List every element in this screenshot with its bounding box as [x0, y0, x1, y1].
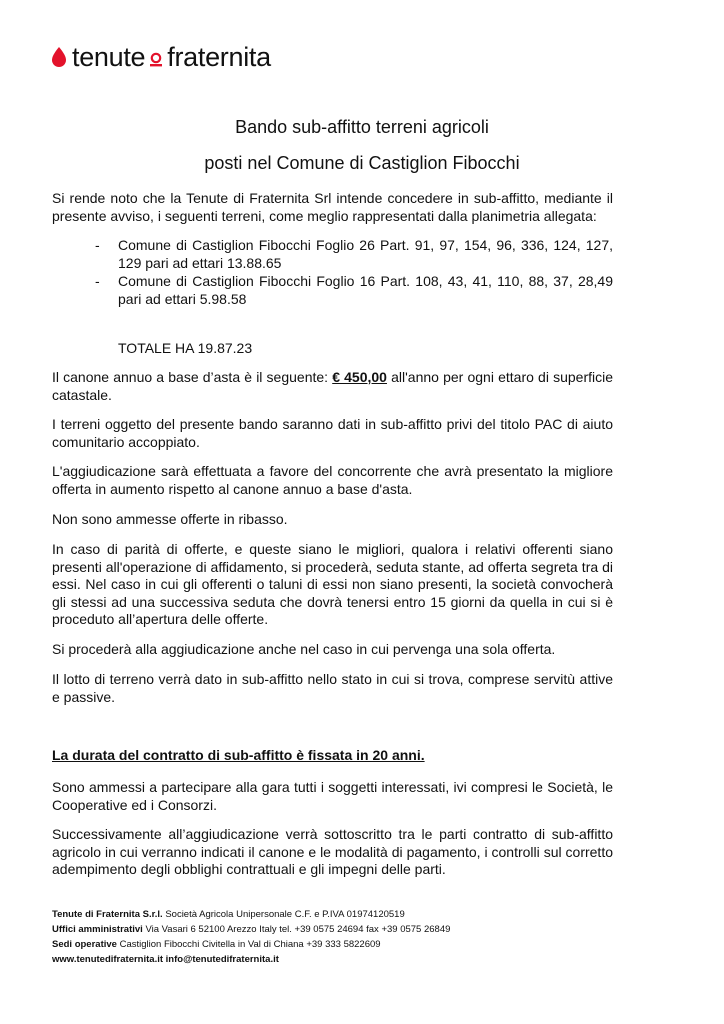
footer-sedi-label: Sedi operative	[52, 939, 117, 950]
parita-paragraph: In caso di parità di offerte, e queste siano le migliori, qualora i relativi offerenti siano presenti all'operazione di affidamento, si procederà, seduta stante, ad offerta segreta tra di essi. Nel caso in cui gli offerenti o taluni di essi non siano presenti, la società convocherà gli stessi ad una successiva seduta che dovrà tenersi entro 15 giorni da quella in cui si è proceduto all’apertura delle offerte.	[52, 541, 613, 628]
ribasso-paragraph: Non sono ammesse offerte in ribasso.	[52, 511, 288, 527]
lotto-paragraph: Il lotto di terreno verrà dato in sub-affitto nello stato in cui si trova, comprese servitù attive e passive.	[52, 671, 613, 705]
contratto-paragraph: Successivamente all’aggiudicazione verrà sottoscritto tra le parti contratto di sub-affitto agricolo in cui verranno indicati il canone e le modalità di pagamento, i controlli sul corretto adempimento degli obblighi contrattuali e gli impegni delle parti.	[52, 826, 613, 878]
aggiudicazione-paragraph: L'aggiudicazione sarà effettuata a favore del concorrente che avrà presentato la migliore offerta in aumento rispetto al canone annuo a base d'asta.	[52, 463, 613, 497]
logo-word-fraternita: fraternita	[167, 41, 271, 72]
red-drop-icon	[52, 47, 66, 67]
page-footer	[52, 907, 450, 967]
total-hectares: TOTALE HA 19.87.23	[118, 340, 253, 356]
footer-company-line	[52, 907, 450, 922]
footer-sedi-line	[52, 937, 450, 952]
company-logo	[52, 40, 271, 74]
footer-sedi-details: Castiglion Fibocchi Civitella in Val di Chiana +39 333 5822609	[116, 939, 381, 950]
ammessi-paragraph: Sono ammessi a partecipare alla gara tutti i soggetti interessati, ivi compresi le Società, le Cooperative ed i Consorzi.	[52, 779, 613, 813]
plot-text: Comune di Castiglion Fibocchi Foglio 16 Part. 108, 43, 41, 110, 88, 37, 28,49 pari ad ettari 5.98.58	[118, 273, 613, 307]
canone-text-rest: all'anno per ogni ettaro di superficie catastale.	[52, 369, 613, 403]
footer-uffici-label: Uffici amministrativi	[52, 924, 143, 935]
footer-company-details: Società Agricola Unipersonale C.F. e P.IVA 01974120519	[162, 909, 405, 920]
canone-text: Il canone annuo a base d’asta è il seguente:	[52, 369, 333, 385]
footer-uffici-line	[52, 922, 450, 937]
list-dash: -	[95, 237, 100, 253]
footer-uffici-details: Via Vasari 6 52100 Arezzo Italy tel. +39 0575 24694 fax +39 0575 26849	[142, 924, 451, 935]
document-title: Bando sub-affitto terreni agricoli	[235, 117, 489, 137]
canone-paragraph	[52, 369, 613, 404]
footer-web-line[interactable]	[52, 952, 450, 967]
canone-amount: € 450,00	[332, 369, 387, 385]
footer-web-links[interactable]: www.tenutedifraternita.it info@tenutedifraternita.it	[52, 954, 279, 965]
plot-text: Comune di Castiglion Fibocchi Foglio 26 Part. 91, 97, 154, 96, 336, 124, 127, 129 pari ad ettari 13.88.65	[118, 237, 613, 271]
list-dash: -	[95, 273, 100, 289]
pac-paragraph: I terreni oggetto del presente bando saranno dati in sub-affitto privi del titolo PAC di aiuto comunitario accoppiato.	[52, 416, 613, 450]
logo-word-tenute: tenute	[72, 41, 146, 72]
sola-offerta-paragraph: Si procederà alla aggiudicazione anche nel caso in cui pervenga una sola offerta.	[52, 641, 556, 657]
footer-company: Tenute di Fraternita S.r.l.	[52, 909, 163, 920]
intro-paragraph: Si rende noto che la Tenute di Fraternita Srl intende concedere in sub-affitto, mediante il presente avviso, i seguenti terreni, come meglio rappresentati dalla planimetria allegata:	[52, 190, 613, 224]
durata-heading: La durata del contratto di sub-affitto è fissata in 20 anni.	[52, 747, 425, 763]
brand-mark-icon	[148, 52, 164, 68]
document-subtitle: posti nel Comune di Castiglion Fibocchi	[204, 153, 520, 173]
